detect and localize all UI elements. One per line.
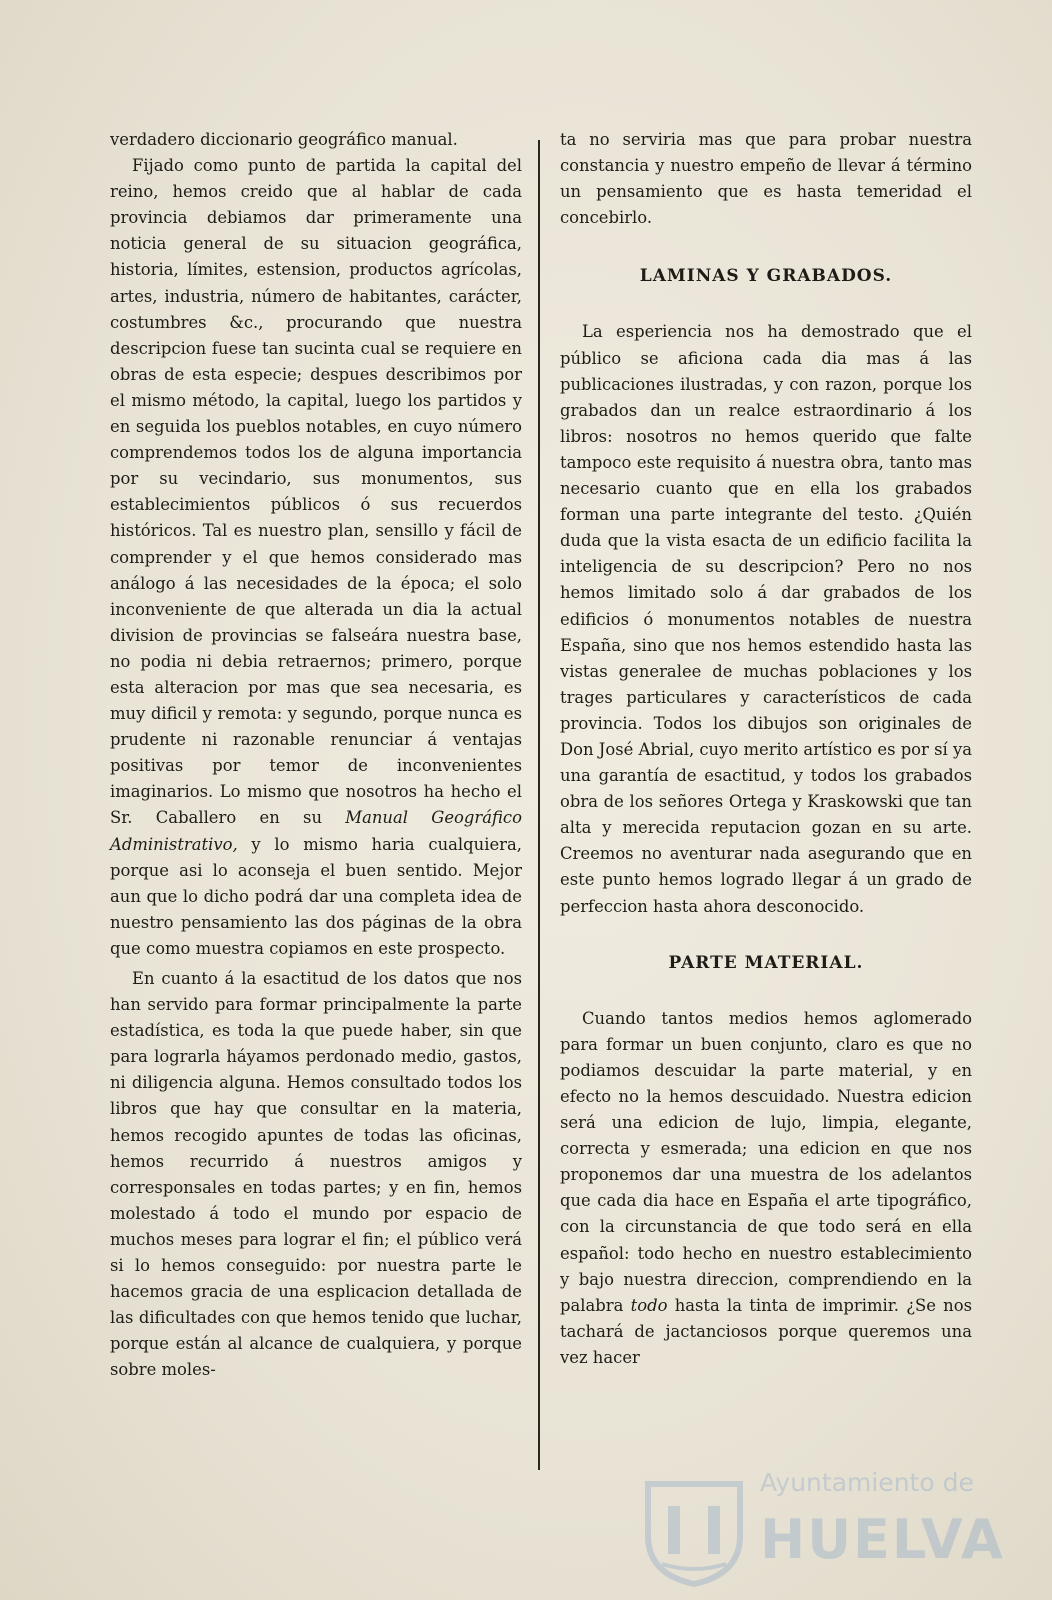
huelva-watermark [642, 1468, 1005, 1588]
watermark-line-1: Ayuntamiento de [760, 1468, 974, 1497]
right-paragraph-3-text: Cuando tantos medios hemos aglomerado para formar un buen conjunto, claro es que no podiamos descuidar la parte material, y en efecto no la hemos descuidado. Nuestra edicion será una edicion de lujo, limpia, elegante, correcta y esmerada; una edicion en que nos proponemos dar una muestra de los adelantos que cada dia hace en España el arte tipográfico, con la circunstancia de que todo será en ella español: todo hecho en nuestro establecimiento y bajo nuestra direccion, comprendiendo en la palabra [560, 1008, 972, 1315]
heading-laminas-grabados: LAMINAS Y GRABADOS. [639, 266, 893, 287]
watermark-line-2: HUELVA [760, 1508, 1005, 1571]
left-column [110, 127, 522, 1384]
heading-parte-material: PARTE MATERIAL. [668, 952, 864, 973]
left-paragraph-2 [110, 153, 522, 962]
column-divider [538, 140, 540, 1470]
right-paragraph-3 [560, 1006, 972, 1371]
right-paragraph-3-end: hasta la tinta de imprimir. ¿Se nos tachará de jactanciosos porque queremos una vez hacer [560, 1295, 973, 1367]
right-paragraph-2: La esperiencia nos ha demostrado que el público se aficiona cada dia mas á las publicaciones ilustradas, y con razon, porque los grabados dan un realce estraordinario á los libros: nosotros no hemos querido que falte tampoco este requisito á nuestra obra, tanto mas necesario cuanto que en ella los grabados forman una parte integrante del testo. ¿Quién duda que la vista esacta de un edificio facilita la inteligencia de su descripcion? Pero no nos hemos limitado solo á dar grabados de los edificios ó monumentos notables de nuestra España, sino que nos hemos estendido hasta las vistas generalee de muchas poblaciones y los trages particulares y característicos de cada provincia. Todos los dibujos son originales de Don José Abrial, cuyo merito artístico es por sí ya una garantía de esactitud, y todos los grabados obra de los señores Ortega y Kraskowski que tan alta y merecida reputacion gozan en su arte. Creemos no aventurar nada asegurando que en este punto hemos logrado llegar á un grado de perfeccion hasta ahora desconocido. [560, 322, 972, 916]
left-paragraph-3: En cuanto á la esactitud de los datos que nos han servido para formar principalmente la parte estadística, es toda la que puede haber, sin que para lograrla háyamos perdonado medio, gastos, ni diligencia alguna. Hemos consultado todos los libros que hay que consultar en la materia, hemos recogido apuntes de todas las oficinas, hemos recurrido á nuestros amigos y corresponsales en todas partes; y en fin, hemos molestado á todo el mundo por espacio de muchos meses para lograr el fin; el público verá si lo hemos conseguido: por nuestra parte le hacemos gracia de una esplicacion detallada de las dificultades con que hemos tenido que luchar, porque están al alcance de cualquiera, y porque sobre moles- [110, 969, 522, 1380]
right-paragraph-1: ta no serviria mas que para probar nuestra constancia y nuestro empeño de llevar á término un pensamiento que es hasta temeridad el concebirlo. [560, 130, 972, 228]
left-paragraph-2-end: y lo mismo haria cualquiera, porque asi lo aconseja el buen sentido. Mejor aun que lo dicho podrá dar una completa idea de nuestro pensamiento las dos páginas de la obra que como muestra copiamos en este prospecto. [110, 834, 522, 958]
manual-title-italic: Manual Geográfico Administrativo, [110, 808, 522, 854]
left-paragraph-1: verdadero diccionario geográfico manual. [110, 130, 458, 149]
left-paragraph-2-text: Fijado como punto de partida la capital del reino, hemos creido que al hablar de cada provincia debiamos dar primeramente una noticia general de su situacion geográfica, historia, límites, estension, productos agrícolas, artes, industria, número de habitantes, carácter, costumbres &c., procurando que nuestra descripcion fuese tan sucinta cual se requiere en obras de esta especie; despues describimos por el mismo método, la capital, luego los partidos y en seguida los pueblos notables, en cuyo número comprendemos todos los de alguna importancia por su vecindario, sus monumentos, sus establecimientos públicos ó sus recuerdos históricos. Tal es nuestro plan, sensillo y fácil de comprender y el que hemos considerado mas análogo á las necesidades de la época; el solo inconveniente de que alterada un dia la actual division de provincias se falseára nuestra base, no podia ni debia retraernos; primero, porque esta alteracion por mas que sea necesaria, es muy dificil y remota: y segundo, porque nunca es prudente ni razonable renunciar á ventajas positivas por temor de inconvenientes imaginarios. Lo mismo que nosotros ha hecho el Sr. Caballero en su [110, 156, 522, 828]
city-shield-icon [642, 1478, 746, 1588]
todo-italic: todo [630, 1295, 668, 1315]
right-column [560, 127, 972, 1371]
